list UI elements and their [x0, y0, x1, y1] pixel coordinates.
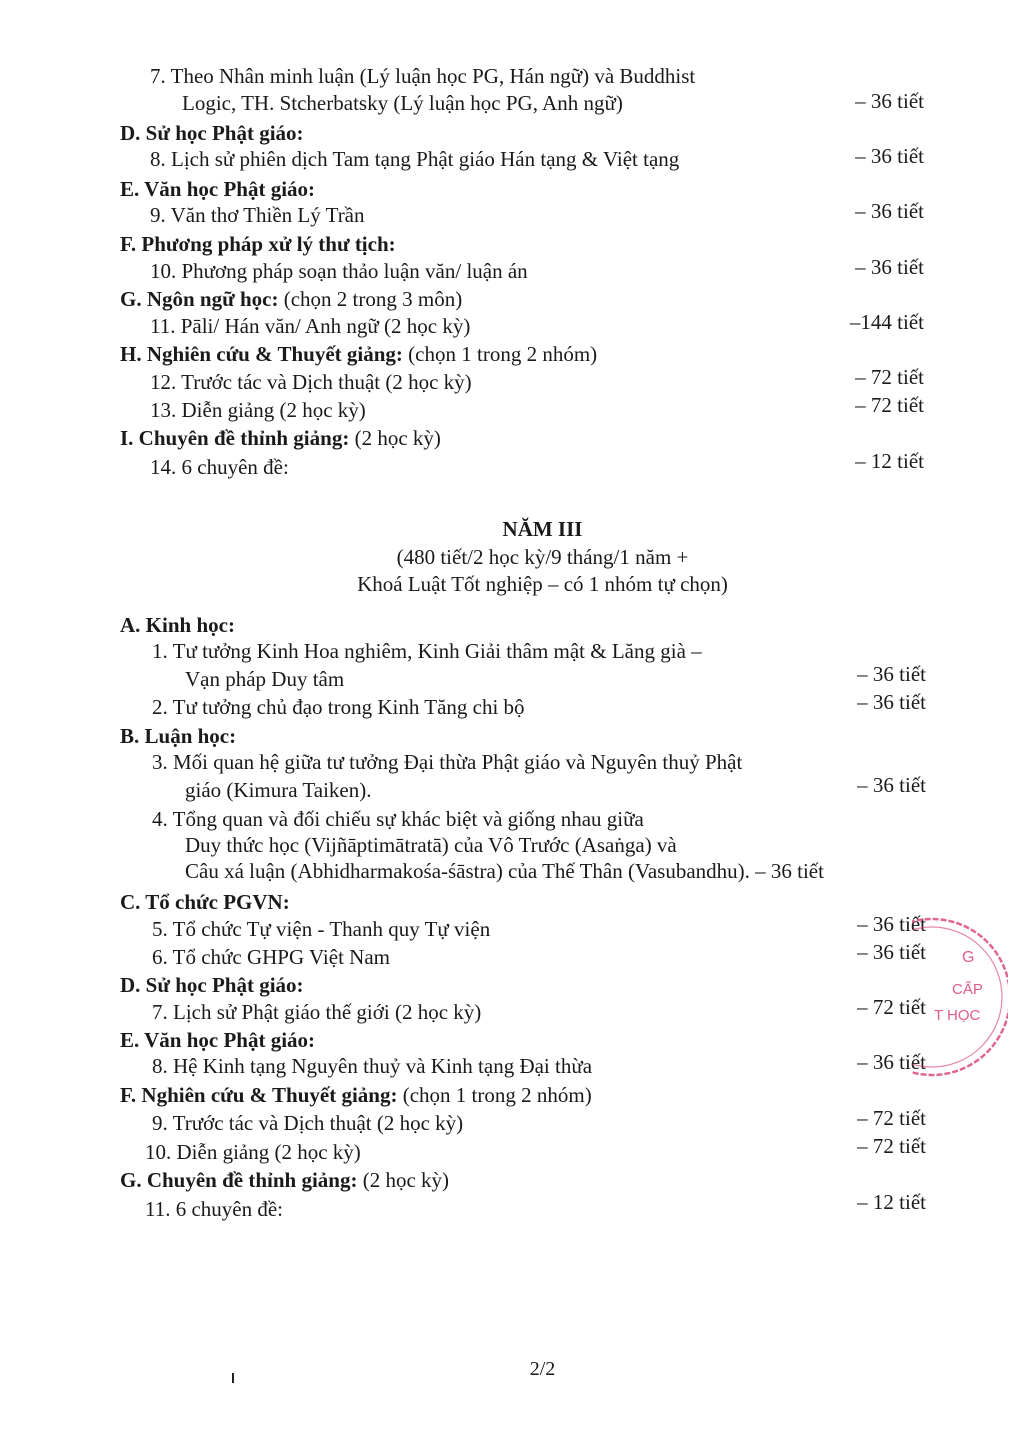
- y3-course-item-3-hours: – 36 tiết: [857, 773, 926, 797]
- y3-course-item-6: 6. Tổ chức GHPG Việt Nam: [152, 945, 390, 969]
- course-item-9: 9. Văn thơ Thiền Lý Trần: [150, 203, 365, 227]
- y3-course-item-5: 5. Tổ chức Tự viện - Thanh quy Tự viện: [152, 917, 491, 941]
- y3-section-g-heading: [120, 1167, 449, 1193]
- y3-section-f-heading: [120, 1082, 592, 1108]
- y3-course-item-3-line2: giáo (Kimura Taiken).: [185, 778, 372, 802]
- section-h-heading: [120, 341, 597, 367]
- section-e-heading: E. Văn học Phật giáo:: [120, 177, 316, 201]
- y3-section-f-note: (chọn 1 trong 2 nhóm): [402, 1083, 592, 1107]
- section-d-heading: D. Sử học Phật giáo:: [120, 121, 304, 145]
- y3-course-item-11: 11. 6 chuyên đề:: [145, 1197, 284, 1221]
- seal-icon: [912, 912, 1008, 1082]
- seal-text-2: CẤP: [952, 981, 983, 998]
- y3-course-item-9-hours: – 72 tiết: [857, 1106, 926, 1130]
- course-item-12: 12. Trước tác và Dịch thuật (2 học kỳ): [150, 370, 472, 394]
- course-item-13-hours: – 72 tiết: [855, 393, 924, 417]
- y3-course-item-10: 10. Diễn giảng (2 học kỳ): [145, 1140, 361, 1164]
- y3-course-item-5-hours: – 36 tiết: [857, 912, 926, 936]
- y3-section-d-heading: D. Sử học Phật giáo:: [120, 973, 304, 997]
- y3-section-g-title: G. Chuyên đề thỉnh giảng:: [120, 1168, 358, 1192]
- year-3-subtitle-line1: (480 tiết/2 học kỳ/9 tháng/1 năm +: [396, 545, 689, 569]
- y3-course-item-8: 8. Hệ Kinh tạng Nguyên thuỷ và Kinh tạng Đại thừa: [152, 1054, 593, 1078]
- course-item-14: 14. 6 chuyên đề:: [150, 455, 289, 479]
- y3-course-item-6-hours: – 36 tiết: [857, 940, 926, 964]
- course-item-10: 10. Phương pháp soạn thảo luận văn/ luận án: [150, 259, 528, 283]
- section-h-note: (chọn 1 trong 2 nhóm): [408, 342, 598, 366]
- section-i-heading: [120, 425, 441, 451]
- course-item-13: 13. Diễn giảng (2 học kỳ): [150, 398, 366, 422]
- section-g-note: (chọn 2 trong 3 môn): [283, 287, 463, 311]
- section-f-heading: F. Phương pháp xử lý thư tịch:: [120, 232, 396, 256]
- y3-course-item-2: 2. Tư tưởng chủ đạo trong Kinh Tăng chi bộ: [152, 695, 525, 719]
- section-i-note: (2 học kỳ): [354, 426, 441, 450]
- y3-section-b-heading: B. Luận học:: [120, 724, 237, 748]
- page-number: 2/2: [529, 1358, 556, 1380]
- y3-course-item-2-hours: – 36 tiết: [857, 690, 926, 714]
- course-item-7-line2: Logic, TH. Stcherbatsky (Lý luận học PG, Anh ngữ): [182, 91, 623, 115]
- official-seal-stamp: [912, 912, 1008, 1082]
- y3-course-item-4-line3: Câu xá luận (Abhidharmakośa-śāstra) của Thế Thân (Vasubandhu). – 36 tiết: [185, 859, 824, 883]
- seal-text-3: T HỌC: [934, 1007, 981, 1024]
- course-item-12-hours: – 72 tiết: [855, 365, 924, 389]
- seal-text-1: G: [962, 949, 975, 966]
- course-item-8: 8. Lịch sử phiên dịch Tam tạng Phật giáo Hán tạng & Việt tạng: [150, 147, 680, 171]
- y3-section-f-title: F. Nghiên cứu & Thuyết giảng:: [120, 1083, 398, 1107]
- y3-course-item-7-hours: – 72 tiết: [857, 995, 926, 1019]
- y3-course-item-1-hours: – 36 tiết: [857, 662, 926, 686]
- course-item-9-hours: – 36 tiết: [855, 199, 924, 223]
- course-item-8-hours: – 36 tiết: [855, 144, 924, 168]
- y3-section-e-heading: E. Văn học Phật giáo:: [120, 1028, 316, 1052]
- section-g-heading: [120, 286, 462, 312]
- y3-section-g-note: (2 học kỳ): [362, 1168, 450, 1192]
- y3-course-item-3-line1: 3. Mối quan hệ giữa tư tưởng Đại thừa Phật giáo và Nguyên thuỷ Phật: [152, 750, 743, 774]
- y3-section-c-heading: C. Tổ chức PGVN:: [120, 890, 290, 914]
- y3-course-item-11-hours: – 12 tiết: [857, 1190, 926, 1214]
- section-g-title: G. Ngôn ngữ học:: [120, 287, 279, 311]
- y3-section-a-heading: A. Kinh học:: [120, 613, 235, 637]
- course-item-7-line1: 7. Theo Nhân minh luận (Lý luận học PG, Hán ngữ) và Buddhist: [150, 64, 696, 88]
- year-3-title: NĂM III: [502, 517, 583, 541]
- year-3-subtitle-line2: Khoá Luật Tốt nghiệp – có 1 nhóm tự chọn): [357, 572, 728, 596]
- y3-course-item-8-hours: – 36 tiết: [857, 1050, 926, 1074]
- course-item-7-hours: – 36 tiết: [855, 89, 924, 113]
- y3-course-item-10-hours: – 72 tiết: [857, 1134, 926, 1158]
- y3-course-item-1-line1: 1. Tư tưởng Kinh Hoa nghiêm, Kinh Giải thâm mật & Lăng già –: [152, 639, 702, 663]
- course-item-11: 11. Pāli/ Hán văn/ Anh ngữ (2 học kỳ): [150, 314, 471, 338]
- y3-course-item-9: 9. Trước tác và Dịch thuật (2 học kỳ): [152, 1111, 464, 1135]
- course-item-11-hours: –144 tiết: [849, 310, 924, 334]
- section-i-title: I. Chuyên đề thỉnh giảng:: [120, 426, 350, 450]
- y3-course-item-1-line2: Vạn pháp Duy tâm: [185, 667, 345, 691]
- y3-course-item-4-line2: Duy thức học (Vijñāptimātratā) của Vô Trước (Asaṅga) và: [185, 833, 677, 857]
- course-item-10-hours: – 36 tiết: [855, 255, 924, 279]
- y3-course-item-7: 7. Lịch sử Phật giáo thế giới (2 học kỳ): [152, 1000, 482, 1024]
- course-item-14-hours: – 12 tiết: [855, 449, 924, 473]
- y3-course-item-4-line1: 4. Tổng quan và đối chiếu sự khác biệt và giống nhau giữa: [152, 807, 644, 831]
- section-h-title: H. Nghiên cứu & Thuyết giảng:: [120, 342, 403, 366]
